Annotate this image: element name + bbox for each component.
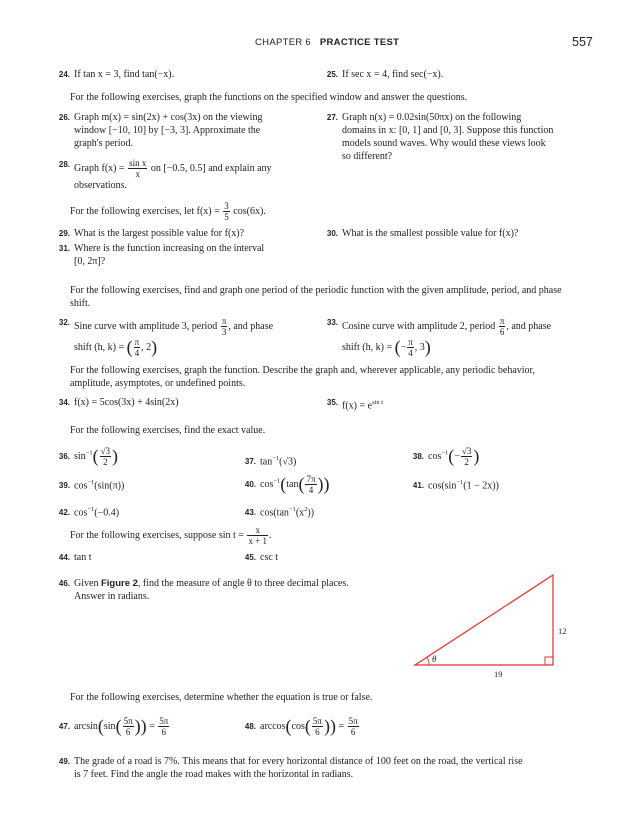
problem-36: 36. $\sin^{-1}$( $\frac{√3}{2}$ ): [58, 446, 119, 467]
problem-45: 45. csc t: [244, 552, 279, 563]
problem-29: 29. What is the largest possible value for f(x)?: [58, 228, 245, 239]
problem-48: 48. arccos(cos( $\frac{5\pi}{6}$ )) = $\frac{5\pi}{6}$: [244, 716, 358, 737]
problem-34: 34. f(x) = 5cos(3x) + 4sin(2x): [58, 397, 179, 408]
problem-25: 25. If sec x = 4, find sec(−x).: [326, 69, 444, 80]
horizontal-side-label: 19: [494, 669, 503, 679]
triangle-shape: [415, 575, 553, 665]
problem-30: 30. What is the smallest possible value for f(x)?: [326, 228, 519, 239]
page-number: 557: [572, 35, 593, 49]
section-title: PRACTICE TEST: [319, 37, 400, 48]
problem-40: 40. $\cos^{-1}(\tan$( $\frac{7\pi}{4}$ )): [244, 474, 330, 495]
problem-38: 38. $\cos^{-1}(-$ $\frac{√3}{2}$ ): [412, 446, 480, 467]
problem-42: 42. $\cos^{-1}(-0.4)$: [58, 506, 120, 519]
problem-24: 24. If tan x = 3, find tan(−x).: [58, 69, 175, 80]
problem-37: 37. $\tan^{-1}(√3)$: [244, 455, 297, 468]
problem-31: 31. Where is the function increasing on the interval [0, 2π]?: [58, 243, 265, 267]
right-triangle-figure: [405, 570, 575, 680]
intro-describe: For the following exercises, graph the function. Describe the graph and, wherever applicable, any periodic behavior, amplitude, asymptotes, or undefined points.: [70, 365, 535, 389]
problem-43: 43. $\cos(\tan^{-1}(x^2))$: [244, 506, 315, 519]
theta-label: θ: [432, 654, 437, 664]
problem-49: 49. The grade of a road is 7%. This means that for every horizontal distance of 100 feet on the road, the vertical rise is 7 feet. Find the angle the road makes with the horizontal in radians.: [58, 756, 523, 780]
problem-41: 41. $\cos(\sin^{-1}(1 - 2x))$: [412, 479, 499, 492]
problem-46: 46. Given Figure 2, find the measure of angle θ to three decimal places. Answer in radians.: [58, 578, 349, 602]
intro-graph-window: For the following exercises, graph the functions on the specified window and answer the questions.: [70, 92, 468, 103]
problem-33: 33. Cosine curve with amplitude 2, period $\frac{\pi}{6}$ , and phase shift (h, k) = (− $\frac{\pi}{4}$ , 3): [326, 316, 552, 358]
problem-28: 28. Graph f(x) = $\frac{\text{sin x}}{x}$ on [−0.5, 0.5] and explain any observations.: [58, 158, 272, 191]
vertical-side-label: 12: [558, 626, 567, 636]
intro-let-f: For the following exercises, let f(x) = $\frac{3}{5}$ cos(6x).: [70, 201, 266, 222]
problem-27: 27. Graph n(x) = 0.02sin(50πx) on the following domains in x: [0, 1] and [0, 3]. Suppose this function models sound waves. Why would these views look so different?: [326, 112, 554, 162]
problem-47: 47. arcsin(sin( $\frac{5\pi}{6}$ )) = $\frac{5\pi}{6}$: [58, 716, 169, 737]
problem-35: 35. $f(x) = e^{sin t}$: [326, 398, 384, 412]
intro-suppose: For the following exercises, suppose sin t = $\frac{x}{x + 1}$ .: [70, 525, 272, 546]
chapter-label: CHAPTER 6: [255, 37, 312, 48]
right-angle-marker: [545, 657, 553, 665]
fraction: $\frac{\text{sin x}}{x}$: [129, 158, 147, 179]
angle-arc: [427, 657, 429, 665]
intro-true-false: For the following exercises, determine whether the equation is true or false.: [70, 692, 373, 703]
intro-exact: For the following exercises, find the exact value.: [70, 425, 266, 436]
problem-32: 32. Sine curve with amplitude 3, period $\frac{\pi}{3}$ , and phase shift (h, k) = ( $\frac{\pi}{4}$ , 2): [58, 316, 274, 358]
problem-39: 39. $\cos^{-1}(\sin(\pi))$: [58, 479, 125, 492]
problem-26: 26. Graph m(x) = sin(2x) + cos(3x) on the viewing window [−10, 10] by [−3, 3]. Approximate the graph's period.: [58, 112, 263, 149]
problem-44: 44. tan t: [58, 552, 92, 563]
running-header: [255, 37, 399, 48]
intro-find-graph: For the following exercises, find and graph one period of the periodic function with the given amplitude, period, and phase shift.: [70, 285, 562, 309]
